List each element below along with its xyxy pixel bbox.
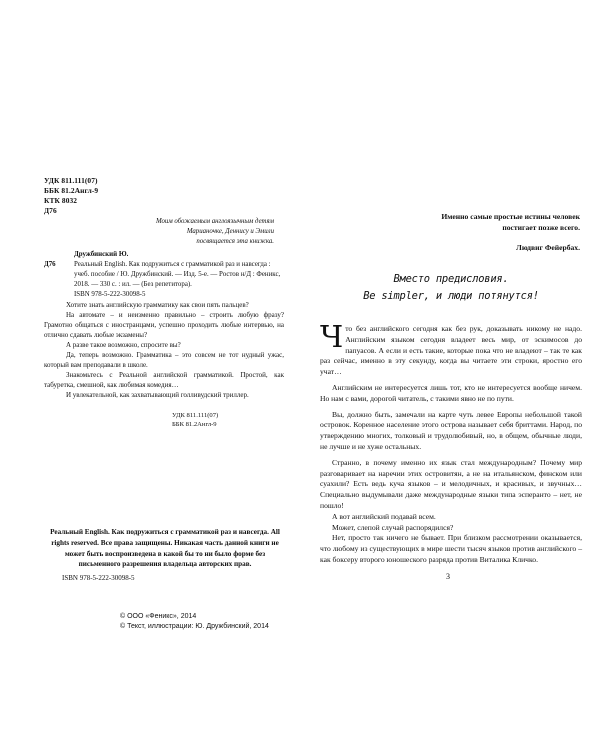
udk-classification <box>44 176 98 216</box>
rights-notice: Реальный English. Как подружиться с грамматикой раз и навсегда. All rights reserved. Все права защищены. Никакая часть данной книги не может быть воспроизведена в какой бы то ни было форме без письменного разрешения владельца авторских прав. <box>50 528 280 569</box>
paragraph: Вы, должно быть, замечали на карте чуть левее Европы небольшой такой островок. Коренное население этого острова называет себя бриттами. Народ, по утверждению многих, толковый и трудолюбивый, но, в общем, обычные люди, не лучше и не хуже остальных. <box>320 409 582 451</box>
paragraph: Что без английского сегодня как без рук, доказывать никому не надо. Английским языком сегодня владеет весь мир, от эскимосов до папуасов. А если и есть такие, которые пока что не владеют – так те как раз сейчас, именно в эту секунду, когда вы читаете эти строки, яростно его учат… <box>320 320 582 377</box>
biblio-code: Д76 <box>44 261 56 268</box>
annotation-line: Да, теперь возможно. Грамматика – это совсем не тот нудный ужас, который вам преподавали в школе. <box>44 351 284 369</box>
annotation-line: И увлекательной, как захватывающий голливудский триллер. <box>66 391 249 399</box>
annotation-line: На автомате – и неизменно правильно – строить любую фразу? Грамотно общаться с иностранцами, успешно проходить любые интервью, на отлично сдавать любые экзамены? <box>44 311 284 339</box>
annotation-line: А разве такое возможно, спросите вы? <box>66 341 181 349</box>
annotation <box>44 300 284 400</box>
paragraph: Может, слепой случай распорядился? <box>332 522 454 532</box>
author-mark: Д76 <box>44 206 57 215</box>
udk-repeat: УДК 811.111(07) ББК 81.2Англ-9 <box>172 412 219 428</box>
ktk-code: КТК 8032 <box>44 196 78 205</box>
bibliographic-record <box>44 250 284 300</box>
paragraph: А вот английский подавай всем. <box>332 511 436 521</box>
paragraph: Нет, просто так ничего не бывает. При близком рассмотрении оказывается, что любому из существующих в мире шести тысяч языков против английского – как боксеру второго юношеского разряда против Виталика Кличко. <box>320 533 582 564</box>
paragraph: Странно, в почему именно их язык стал международным? Почему мир разговаривает на наречии этих островитян, а не на итальянском, финском или суахили? Есть ведь куча языков – и мелодичных, и красивых, и звучных… Специально выдумывали даже международные языки типа эсперанто – нет, не пошло! <box>320 457 582 510</box>
drop-cap: Ч <box>320 320 344 355</box>
annotation-line: Знакомьтесь с Реальной английской грамматикой. Простой, как табуретка, смешной, как любимая комедия… <box>44 371 284 389</box>
chapter-title-line: Be simpler, и люди потянутся! <box>363 290 539 302</box>
biblio-title: Реальный English. Как подружиться с грамматикой раз и навсегда : <box>74 261 271 268</box>
dedication: Моим обожаемым англоязычным детям Марианочке, Деннису и Эмили посвящается эта книжка. <box>155 218 274 245</box>
chapter-title <box>320 271 582 305</box>
biblio-details: учеб. пособие / Ю. Дружбинский. — Изд. 5-е. — Ростов н/Д : Феникс, <box>74 271 281 278</box>
isbn: ISBN 978-5-222-30098-5 <box>62 574 135 582</box>
bbk-code: ББК 81.2Англ-9 <box>44 186 99 195</box>
biblio-year: 2018. — 330 с. : ил. — (Без репетитора). <box>74 281 192 288</box>
chapter-title-line: Вместо предисловия. <box>393 273 509 285</box>
body-text <box>320 320 582 566</box>
epigraph: Именно самые простые истины человек постигает позже всего. <box>441 212 580 232</box>
epigraph-author: Людвиг Фейербах. <box>516 243 580 252</box>
udk-code: УДК 811.111(07) <box>44 176 98 185</box>
copyright: © ООО «Феникс», 2014 © Текст, иллюстрации: Ю. Дружбинский, 2014 <box>120 613 269 630</box>
paragraph: Английским не интересуется лишь тот, кто не интересуется вообще ничем. Но нам с вами, дорогой читатель, с такими явно не по пути. <box>320 382 582 403</box>
page-number: 3 <box>446 572 450 581</box>
biblio-author: Дружбинский Ю. <box>74 251 129 258</box>
annotation-line: Хотите знать английскую грамматику как свои пять пальцев? <box>66 301 249 309</box>
biblio-isbn: ISBN 978-5-222-30098-5 <box>74 291 146 298</box>
